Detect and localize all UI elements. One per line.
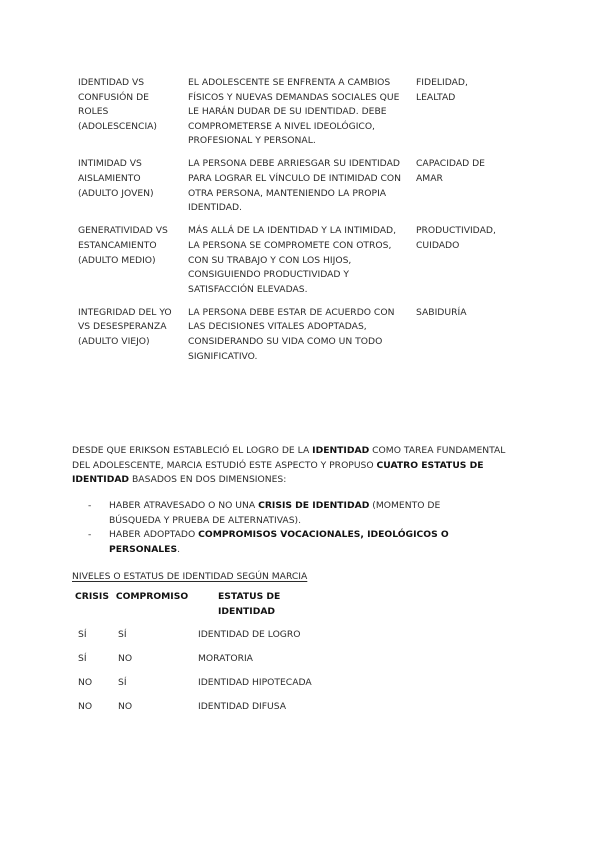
header-compromiso: COMPROMISO — [115, 591, 189, 602]
header-crisis: CRISIS — [75, 591, 109, 602]
list-item — [88, 499, 488, 528]
crisis-cell: SÍ — [78, 653, 87, 665]
intro-bold-estatus: CUATRO ESTATUS DE IDENTIDAD — [72, 459, 484, 486]
list-text: (MOMENTO DE BÚSQUEDA Y PRUEBA DE ALTERNATIVAS). — [109, 500, 441, 526]
list-text: . — [177, 543, 180, 555]
virtue-cell: FIDELIDAD, LEALTAD — [416, 77, 468, 103]
virtue-cell: PRODUCTIVIDAD, CUIDADO — [416, 225, 496, 251]
intro-text: COMO TAREA FUNDAMENTAL DEL ADOLESCENTE, MARCIA ESTUDIÓ ESTE ASPECTO Y PROPUSO — [72, 445, 506, 471]
stage-cell: GENERATIVIDAD VS ESTANCAMIENTO (ADULTO MEDIO) — [78, 225, 168, 266]
description-cell: MÁS ALLÁ DE LA IDENTIDAD Y LA INTIMIDAD, LA PERSONA SE COMPROMETE CON OTROS, CON SU TRABAJO Y CON LOS HIJOS, CONSIGUIENDO PRODUCTIVIDAD Y SATISFACCIÓN ELEVADAS. — [188, 225, 397, 295]
section-title: NIVELES O ESTATUS DE IDENTIDAD SEGÚN MARCIA — [72, 571, 308, 582]
intro-text: DESDE QUE ERIKSON ESTABLECIÓ EL LOGRO DE LA — [72, 445, 313, 456]
table-row — [72, 628, 372, 643]
table-row — [72, 224, 512, 297]
description-cell: LA PERSONA DEBE ARRIESGAR SU IDENTIDAD PARA LOGRAR EL VÍNCULO DE INTIMIDAD CON OTRA PERSONA, MANTENIENDO LA PROPIA IDENTIDAD. — [188, 158, 402, 214]
estatus-cell: MORATORIA — [198, 653, 253, 665]
table-row — [72, 306, 512, 364]
list-bold: COMPROMISOS VOCACIONALES, IDEOLÓGICOS O PERSONALES — [109, 529, 449, 555]
description-cell: EL ADOLESCENTE SE ENFRENTA A CAMBIOS FÍSICOS Y NUEVAS DEMANDAS SOCIALES QUE LE HARÁN DUDAR DE SU IDENTIDAD. DEBE COMPROMETERSE A NIVEL IDEOLÓGICO, PROFESIONAL Y PERSONAL. — [188, 77, 400, 147]
table-row — [72, 652, 372, 667]
intro-bold-identidad: IDENTIDAD — [312, 445, 370, 456]
compromiso-cell: SÍ — [118, 629, 127, 641]
compromiso-cell: SÍ — [118, 677, 127, 689]
dimensions-list — [88, 499, 488, 557]
estatus-cell: IDENTIDAD DIFUSA — [198, 701, 287, 713]
intro-paragraph — [72, 444, 522, 488]
crisis-cell: NO — [78, 701, 93, 713]
table-row — [72, 157, 512, 215]
stage-cell: IDENTIDAD VS CONFUSIÓN DE ROLES (ADOLESCENCIA) — [78, 77, 158, 132]
table-row — [72, 700, 372, 715]
list-text: HABER ATRAVESADO O NO UNA — [109, 500, 259, 511]
marcia-status-table — [72, 590, 372, 725]
list-text: HABER ADOPTADO — [109, 529, 199, 541]
crisis-cell: NO — [78, 677, 93, 689]
bullet-dash: - — [88, 500, 92, 511]
intro-text: BASADOS EN DOS DIMENSIONES: — [129, 474, 287, 486]
compromiso-cell: NO — [118, 701, 133, 713]
description-cell: LA PERSONA DEBE ESTAR DE ACUERDO CON LAS DECISIONES VITALES ADOPTADAS, CONSIDERANDO SU VIDA COMO UN TODO SIGNIFICATIVO. — [188, 306, 395, 362]
stage-cell: INTIMIDAD VS AISLAMIENTO (ADULTO JOVEN) — [78, 158, 154, 199]
table-header-row — [72, 590, 372, 619]
virtue-cell: CAPACIDAD DE AMAR — [416, 158, 485, 185]
bullet-dash: - — [88, 529, 92, 541]
estatus-cell: IDENTIDAD DE LOGRO — [198, 629, 301, 641]
header-estatus: ESTATUS DE IDENTIDAD — [218, 591, 281, 617]
erikson-stages-table — [72, 76, 512, 373]
estatus-cell: IDENTIDAD HIPOTECADA — [198, 677, 312, 689]
compromiso-cell: NO — [118, 653, 133, 665]
list-item — [88, 528, 488, 557]
stage-cell: INTEGRIDAD DEL YO VS DESESPERANZA (ADULTO VIEJO) — [78, 306, 172, 347]
virtue-cell: SABIDURÍA — [416, 306, 467, 318]
table-row — [72, 676, 372, 691]
crisis-cell: SÍ — [78, 629, 87, 641]
table-row — [72, 76, 512, 149]
list-bold: CRISIS DE IDENTIDAD — [258, 500, 370, 511]
